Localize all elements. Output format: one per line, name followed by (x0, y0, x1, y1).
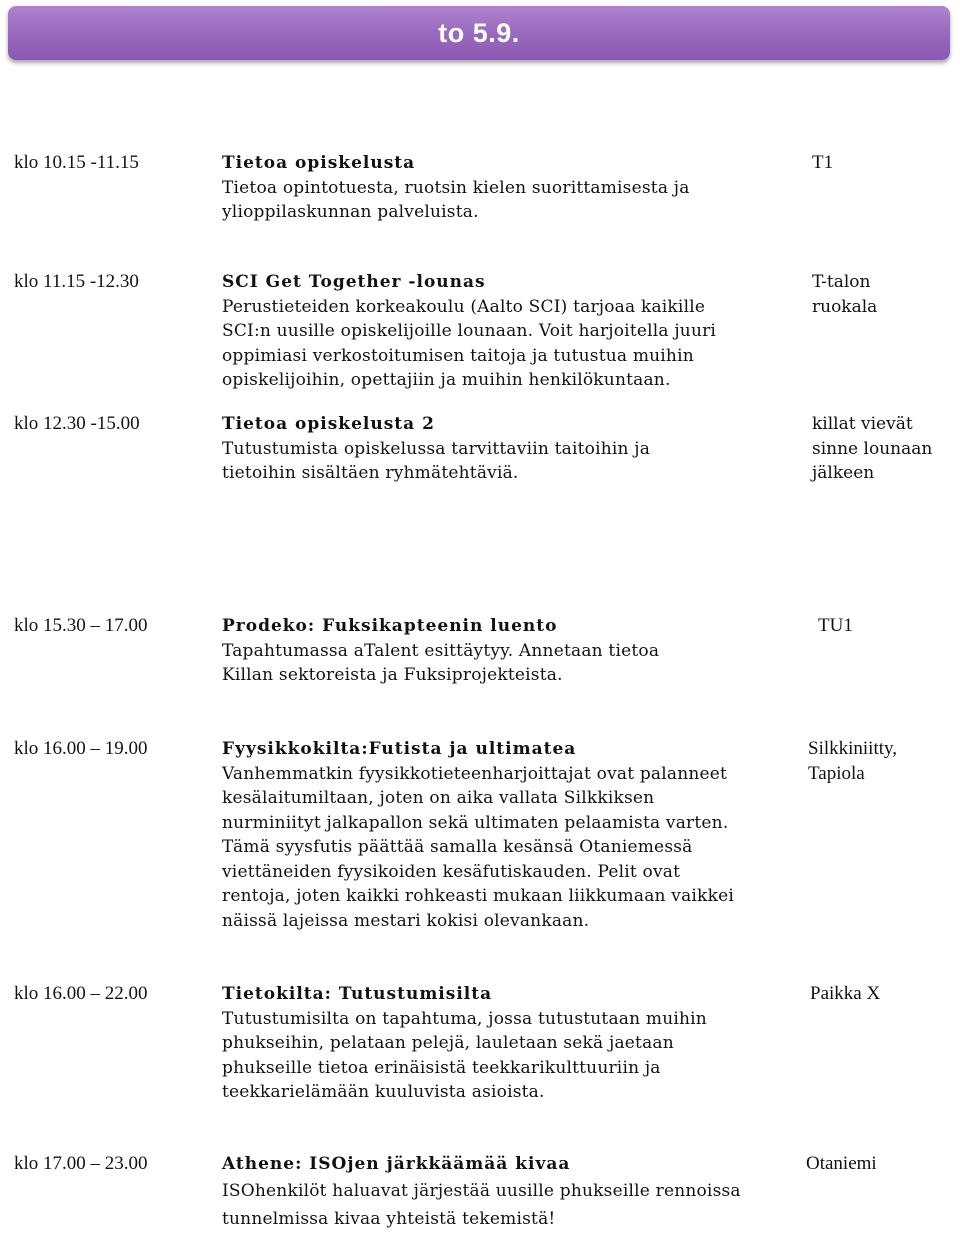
event-description-line: phukseille tietoa erinäisistä teekkarikulttuuriin ja (222, 1057, 661, 1078)
event-description-line: Perustieteiden korkeakoulu (Aalto SCI) tarjoaa kaikille (222, 296, 706, 317)
day-header-title: to 5.9. (438, 17, 520, 48)
event-time: klo 15.30 – 17.00 (14, 615, 148, 636)
event-description-line: Tutustumista opiskelussa tarvittaviin taitoihin ja (222, 438, 651, 459)
event-content (222, 1152, 802, 1233)
event-location-line: sinne lounaan (812, 438, 933, 459)
event-description-line: Tutustumisilta on tapahtuma, jossa tutustutaan muihin (222, 1008, 707, 1029)
event-content (222, 270, 802, 393)
event-location-line: T-talon (812, 272, 871, 292)
event-description-line: teekkarielämään kuuluvista asioista. (222, 1082, 545, 1102)
event-title: Athene: ISOjen järkkäämää kivaa (222, 1154, 571, 1174)
event-description-line: SCI:n uusille opiskelijoille lounaan. Voit harjoitella juuri (222, 321, 717, 341)
event-description-line: phukseihin, pelataan pelejä, lauletaan sekä jaetaan (222, 1033, 674, 1053)
event-description-line: kesälaitumiltaan, joten on aika vallata Silkkiksen (222, 788, 655, 808)
event-location-line: Tapiola (808, 763, 865, 784)
event-time: klo 16.00 – 22.00 (14, 983, 148, 1004)
event-location (812, 270, 957, 319)
event-description-line: tietoihin sisältäen ryhmätehtäviä. (222, 463, 519, 483)
event-description-line: opiskelijoihin, opettajiin ja muihin henkilökuntaan. (222, 370, 671, 390)
event-description-line: Killan sektoreista ja Fuksiprojekteista. (222, 665, 563, 685)
event-description-line: tunnelmissa kivaa yhteistä tekemistä! (222, 1208, 556, 1229)
event-description-line: ISOhenkilöt haluavat järjestää uusille phukseille rennoissa (222, 1180, 741, 1201)
event-description-line: Tämä syysfutis päättää samalla kesänsä Otaniemessä (222, 837, 693, 857)
event-time: klo 17.00 – 23.00 (14, 1153, 148, 1174)
event-title: Tietokilta: Tutustumisilta (222, 984, 493, 1004)
event-location-line: Paikka X (810, 983, 881, 1004)
event-content (222, 151, 802, 225)
event-location-line: T1 (812, 152, 834, 173)
event-location (812, 150, 957, 175)
event-description-line: Tietoa opintotuesta, ruotsin kielen suorittamisesta ja (222, 177, 690, 198)
event-title: Fyysikkokilta:Futista ja ultimatea (222, 739, 577, 759)
event-location-line: ruokala (812, 296, 878, 317)
event-time: klo 16.00 – 19.00 (14, 738, 148, 759)
event-title: SCI Get Together -lounas (222, 272, 486, 292)
event-content (222, 614, 802, 688)
event-description-line: oppimiasi verkostoitumisen taitoja ja tutustua muihin (222, 345, 694, 366)
event-location-line: Silkkiniitty, (808, 738, 898, 759)
event-location (818, 613, 960, 638)
event-location (812, 412, 957, 486)
event-title: Tietoa opiskelusta (222, 153, 416, 173)
event-location-line: Otaniemi (806, 1153, 877, 1174)
event-location (808, 736, 953, 786)
event-description-line: Vanhemmatkin fyysikkotieteenharjoittajat ovat palanneet (222, 763, 728, 784)
event-description-line: näissä lajeissa mestari kokisi olevankaan. (222, 910, 590, 931)
event-location (810, 981, 955, 1006)
event-time: klo 10.15 -11.15 (14, 152, 139, 173)
event-description-line: Tapahtumassa aTalent esittäytyy. Annetaan tietoa (222, 640, 660, 661)
event-time: klo 11.15 -12.30 (14, 271, 139, 292)
day-header-banner (8, 6, 950, 60)
event-title: Prodeko: Fuksikapteenin luento (222, 616, 558, 636)
event-time: klo 12.30 -15.00 (14, 413, 140, 434)
event-location (806, 1151, 951, 1176)
event-content (222, 412, 802, 486)
event-location-line: jälkeen (812, 463, 875, 483)
event-content (222, 982, 802, 1105)
event-content (222, 737, 802, 933)
event-location-line: killat vievät (812, 414, 913, 434)
event-location-line: TU1 (818, 615, 853, 636)
event-description-line: nurminiityt jalkapallon sekä ultimaten pelaamista varten. (222, 812, 729, 833)
event-description-line: rentoja, joten kaikki rohkeasti mukaan liikkumaan vaikkei (222, 886, 734, 906)
event-title: Tietoa opiskelusta 2 (222, 414, 435, 434)
event-description-line: viettäneiden fyysikoiden kesäfutiskauden. Pelit ovat (222, 861, 681, 882)
event-description-line: ylioppilaskunnan palveluista. (222, 202, 479, 222)
